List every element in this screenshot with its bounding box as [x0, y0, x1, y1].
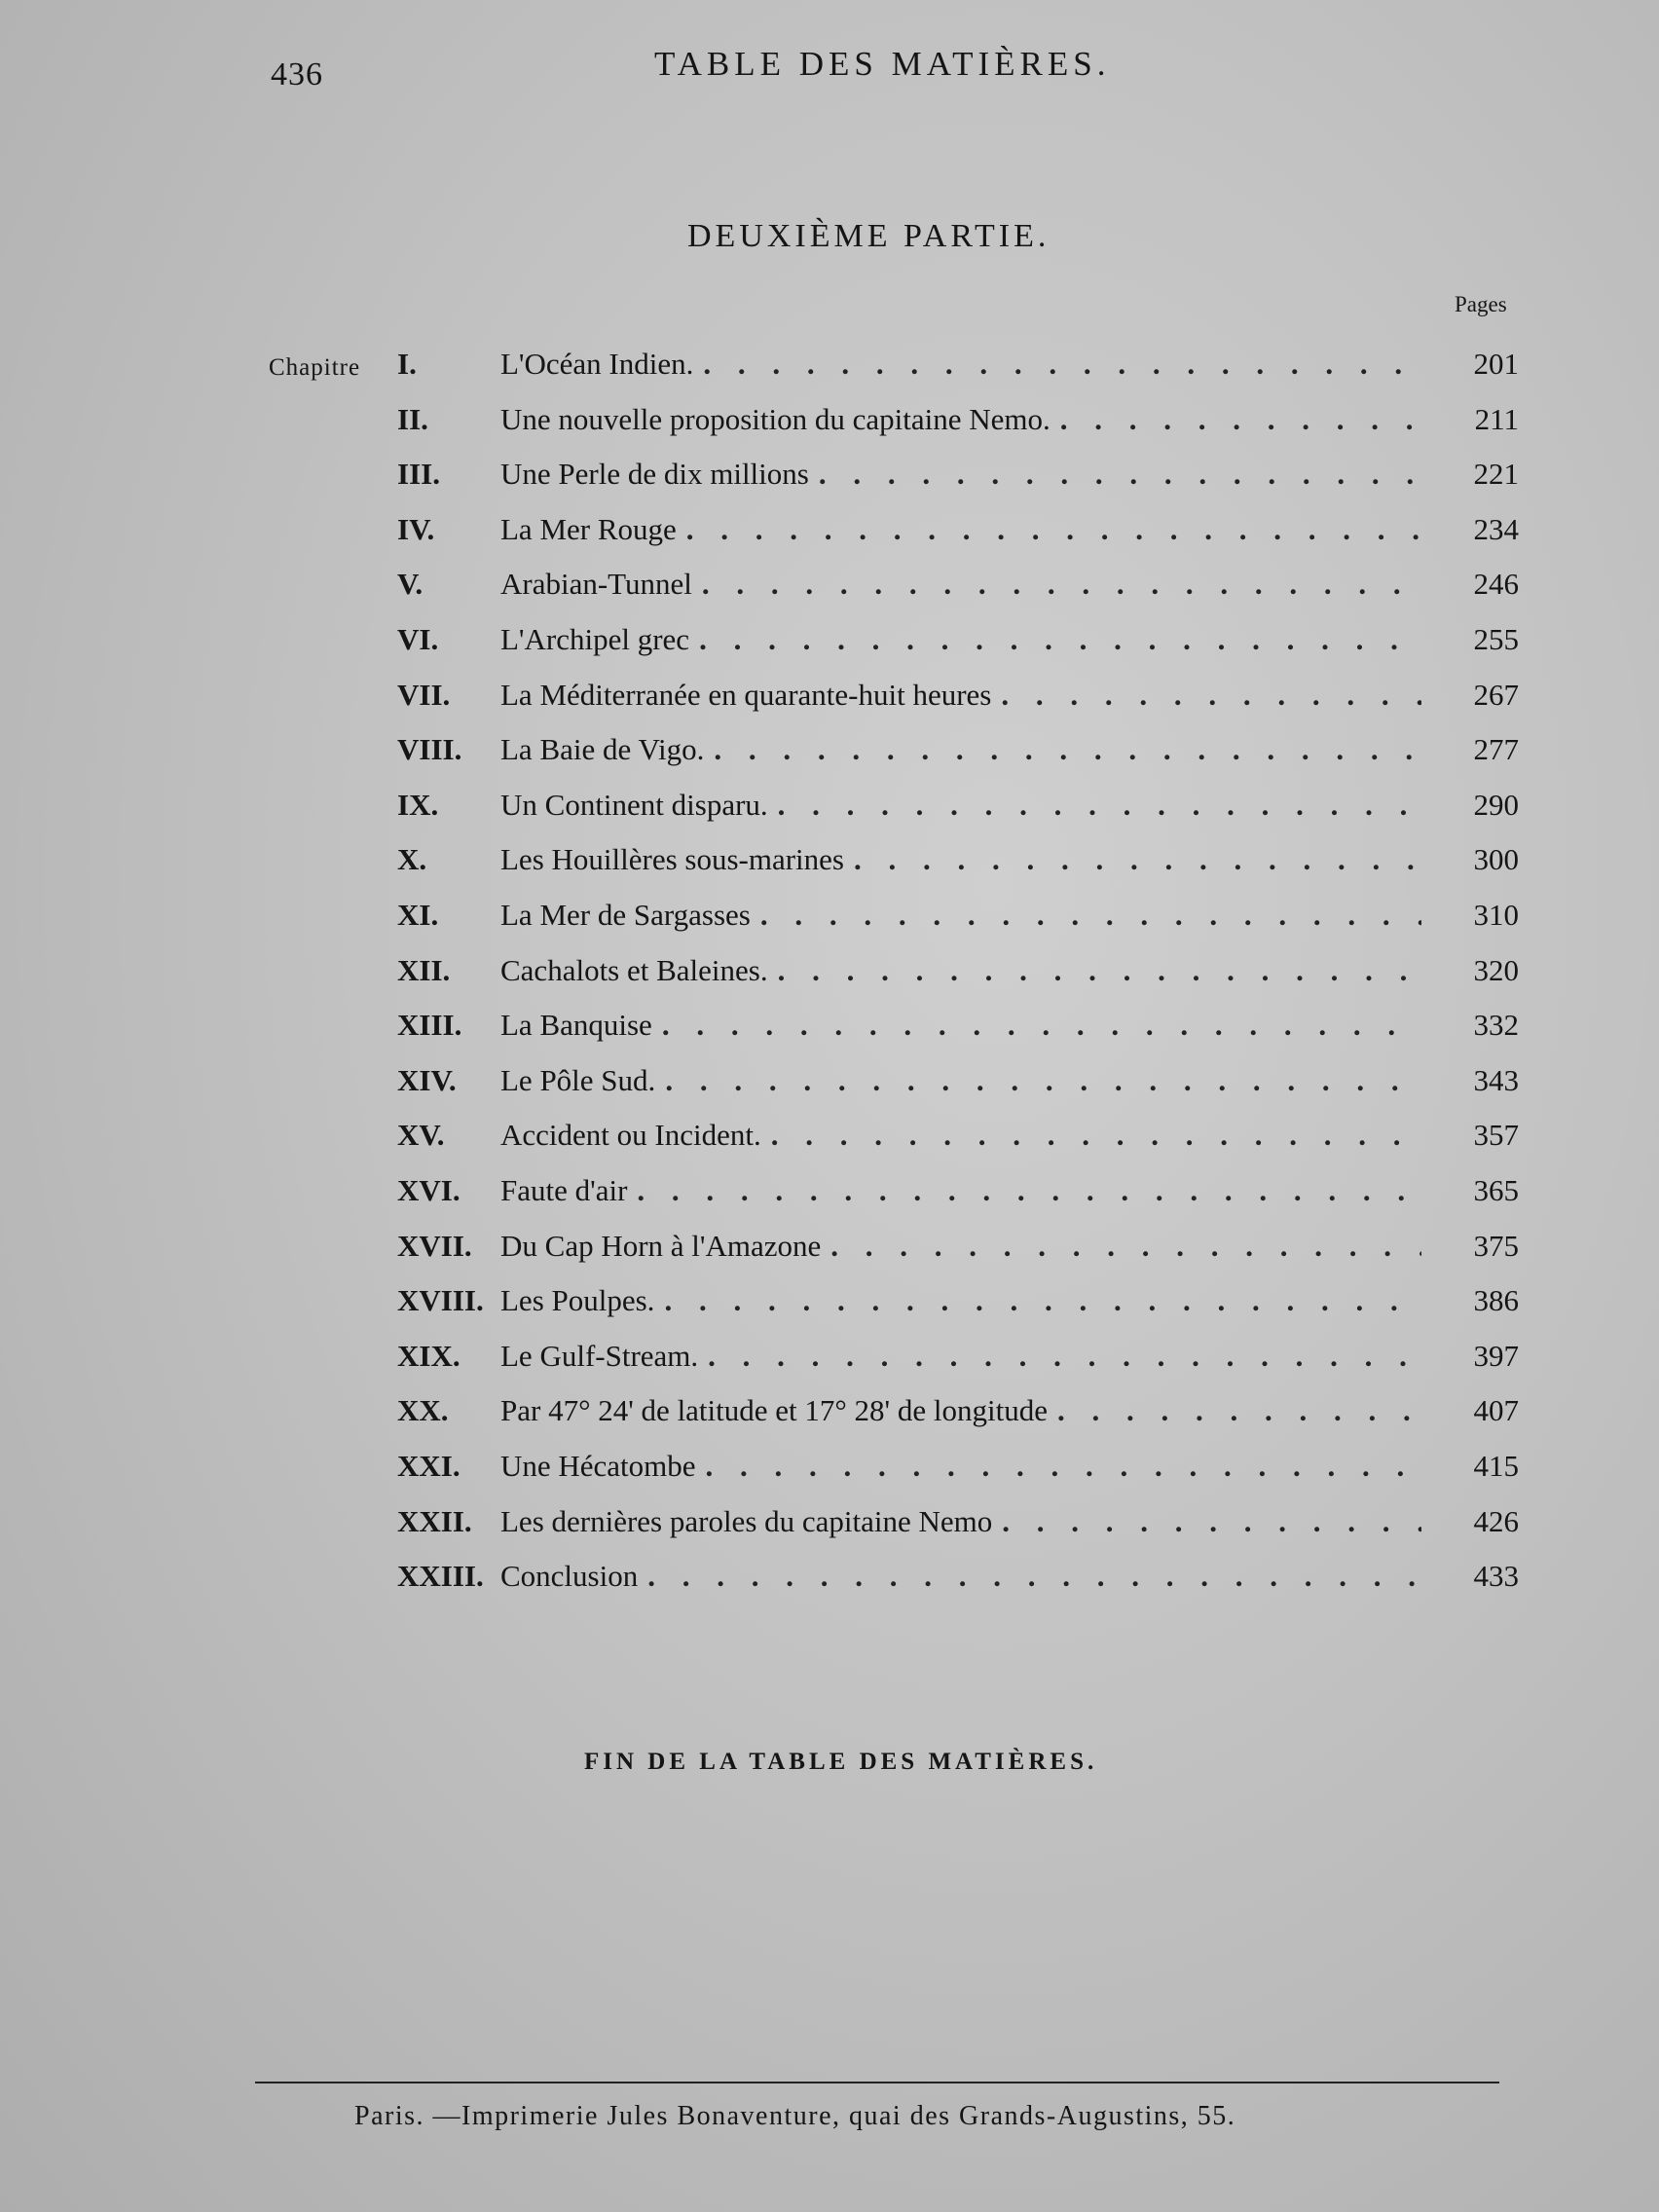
chapter-numeral: XIII. [397, 1008, 462, 1042]
chapter-title-with-leader [500, 616, 1421, 663]
dot-leader [1002, 1498, 1421, 1545]
dot-leader [760, 892, 1421, 939]
chapter-title-with-leader [500, 506, 1421, 553]
toc-row [263, 561, 1519, 608]
running-head: TABLE DES MATIÈRES. [654, 45, 1111, 83]
chapter-numeral: XXIII. [397, 1559, 484, 1593]
chapter-numeral: VIII. [397, 732, 462, 766]
chapter-title: Par 47° 24' de latitude et 17° 28' de longitude [500, 1393, 1048, 1427]
toc-row [263, 782, 1519, 829]
chapter-numeral: XII. [397, 953, 451, 987]
chapter-title-with-leader [500, 1112, 1421, 1159]
chapter-title-with-leader [500, 451, 1421, 498]
toc-row [263, 1387, 1519, 1434]
dot-leader [778, 947, 1421, 994]
toc-row [263, 1277, 1519, 1324]
chapter-title-with-leader [500, 892, 1421, 939]
page-reference: 267 [1473, 678, 1519, 712]
chapter-title: Le Gulf-Stream. [500, 1339, 699, 1373]
chapter-title: L'Archipel grec [500, 622, 690, 656]
chapter-numeral: I. [397, 347, 417, 381]
pages-column-label: Pages [1455, 292, 1507, 316]
chapter-title-with-leader [500, 1167, 1421, 1214]
dot-leader [714, 726, 1421, 773]
dot-leader [854, 836, 1421, 883]
chapter-numeral: II. [397, 402, 428, 436]
toc-row [263, 1553, 1519, 1600]
chapter-title-with-leader [500, 836, 1421, 883]
chapter-title: La Mer de Sargasses [500, 898, 751, 932]
chapter-numeral: XI. [397, 898, 439, 932]
chapter-title-with-leader [500, 726, 1421, 773]
page-number: 436 [271, 56, 323, 92]
chapter-numeral: X. [397, 842, 427, 876]
chapter-title: L'Océan Indien. [500, 347, 694, 381]
toc-row [263, 1223, 1519, 1270]
page-reference: 246 [1473, 567, 1519, 601]
dot-leader [699, 616, 1421, 663]
chapter-numeral: V. [397, 567, 424, 601]
chapter-title-with-leader [500, 1498, 1421, 1545]
page-reference: 365 [1473, 1173, 1519, 1207]
page-reference: 290 [1473, 788, 1519, 822]
chapter-title: Du Cap Horn à l'Amazone [500, 1229, 822, 1263]
chapter-numeral: XVII. [397, 1229, 472, 1263]
toc-row [263, 892, 1519, 939]
chapter-numeral: XVI. [397, 1173, 461, 1207]
dot-leader [1060, 396, 1421, 443]
toc-row [263, 396, 1519, 443]
page-reference: 234 [1473, 512, 1519, 546]
chapter-title: La Méditerranée en quarante-huit heures [500, 678, 992, 712]
dot-leader [1057, 1387, 1421, 1434]
chapter-title: Faute d'air [500, 1173, 628, 1207]
chapter-numeral: IX. [397, 788, 439, 822]
chapter-numeral: XIV. [397, 1063, 457, 1097]
chapter-title-with-leader [500, 396, 1421, 443]
chapter-numeral: XIX. [397, 1339, 461, 1373]
printer-imprint: Paris. —Imprimerie Jules Bonaventure, quai des Grands-Augustins, 55. [354, 2101, 1236, 2131]
chapter-numeral: XXII. [397, 1504, 472, 1538]
toc-row [263, 1167, 1519, 1214]
chapter-title-with-leader [500, 1002, 1421, 1049]
chapter-numeral: XX. [397, 1393, 449, 1427]
toc-row [263, 1443, 1519, 1490]
chapter-title-with-leader [500, 1223, 1421, 1270]
page-reference: 375 [1473, 1229, 1519, 1263]
page-reference: 300 [1473, 842, 1519, 876]
chapter-word: Chapitre [269, 354, 361, 381]
closing-line: FIN DE LA TABLE DES MATIÈRES. [584, 1749, 1098, 1775]
page-reference: 211 [1474, 402, 1519, 436]
dot-leader [703, 341, 1421, 387]
chapter-title-with-leader [500, 1277, 1421, 1324]
page-reference: 357 [1473, 1118, 1519, 1152]
footer-rule [255, 2082, 1499, 2083]
chapter-title-with-leader [500, 561, 1421, 608]
toc-row [263, 341, 1519, 387]
dot-leader [665, 1057, 1421, 1104]
chapter-title: Un Continent disparu. [500, 788, 768, 822]
dot-leader [771, 1112, 1421, 1159]
page-reference: 320 [1473, 953, 1519, 987]
chapter-numeral: VII. [397, 678, 451, 712]
page-reference: 332 [1473, 1008, 1519, 1042]
toc-row [263, 1112, 1519, 1159]
page-reference: 310 [1473, 898, 1519, 932]
chapter-title-with-leader [500, 1333, 1421, 1380]
page-reference: 386 [1473, 1283, 1519, 1317]
chapter-title: Les dernières paroles du capitaine Nemo [500, 1504, 993, 1538]
chapter-title-with-leader [500, 672, 1421, 719]
page-reference: 201 [1473, 347, 1519, 381]
dot-leader [1001, 672, 1421, 719]
chapter-title: Le Pôle Sud. [500, 1063, 656, 1097]
chapter-title: La Baie de Vigo. [500, 732, 705, 766]
dot-leader [778, 782, 1421, 829]
dot-leader [708, 1333, 1421, 1380]
chapter-numeral: XVIII. [397, 1283, 484, 1317]
chapter-numeral: III. [397, 457, 440, 491]
chapter-title: Cachalots et Baleines. [500, 953, 768, 987]
part-title: DEUXIÈME PARTIE. [687, 218, 1051, 254]
chapter-title: Une Perle de dix millions [500, 457, 809, 491]
toc-row [263, 451, 1519, 498]
chapter-title-with-leader [500, 1387, 1421, 1434]
toc-row [263, 836, 1519, 883]
toc-row [263, 947, 1519, 994]
chapter-title: Conclusion [500, 1559, 639, 1593]
chapter-title-with-leader [500, 782, 1421, 829]
toc-row [263, 506, 1519, 553]
chapter-numeral: VI. [397, 622, 439, 656]
page-reference: 433 [1473, 1559, 1519, 1593]
chapter-title-with-leader [500, 341, 1421, 387]
toc-row [263, 1002, 1519, 1049]
dot-leader [830, 1223, 1421, 1270]
page-reference: 221 [1473, 457, 1519, 491]
page-reference: 277 [1473, 732, 1519, 766]
chapter-numeral: XV. [397, 1118, 445, 1152]
chapter-title: Accident ou Incident. [500, 1118, 761, 1152]
dot-leader [686, 506, 1421, 553]
dot-leader [819, 451, 1421, 498]
chapter-title: Les Houillères sous-marines [500, 842, 844, 876]
toc-row [263, 616, 1519, 663]
dot-leader [706, 1443, 1421, 1490]
page-reference: 255 [1473, 622, 1519, 656]
chapter-title: Arabian-Tunnel [500, 567, 692, 601]
page-reference: 415 [1473, 1449, 1519, 1483]
chapter-title: Les Poulpes. [500, 1283, 655, 1317]
chapter-title-with-leader [500, 1057, 1421, 1104]
chapter-title-with-leader [500, 1553, 1421, 1600]
chapter-title-with-leader [500, 1443, 1421, 1490]
toc-row [263, 672, 1519, 719]
chapter-title: La Banquise [500, 1008, 652, 1042]
toc-row [263, 1498, 1519, 1545]
toc-row [263, 1057, 1519, 1104]
toc-row [263, 1333, 1519, 1380]
page-reference: 407 [1473, 1393, 1519, 1427]
dot-leader [702, 561, 1421, 608]
toc-row [263, 726, 1519, 773]
dot-leader [662, 1002, 1421, 1049]
dot-leader [664, 1277, 1421, 1324]
dot-leader [637, 1167, 1421, 1214]
page-reference: 397 [1473, 1339, 1519, 1373]
chapter-title: La Mer Rouge [500, 512, 677, 546]
page-reference: 426 [1473, 1504, 1519, 1538]
dot-leader [647, 1553, 1421, 1600]
page-reference: 343 [1473, 1063, 1519, 1097]
chapter-title: Une nouvelle proposition du capitaine Nemo. [500, 402, 1051, 436]
chapter-numeral: IV. [397, 512, 435, 546]
chapter-title: Une Hécatombe [500, 1449, 696, 1483]
chapter-title-with-leader [500, 947, 1421, 994]
chapter-numeral: XXI. [397, 1449, 461, 1483]
